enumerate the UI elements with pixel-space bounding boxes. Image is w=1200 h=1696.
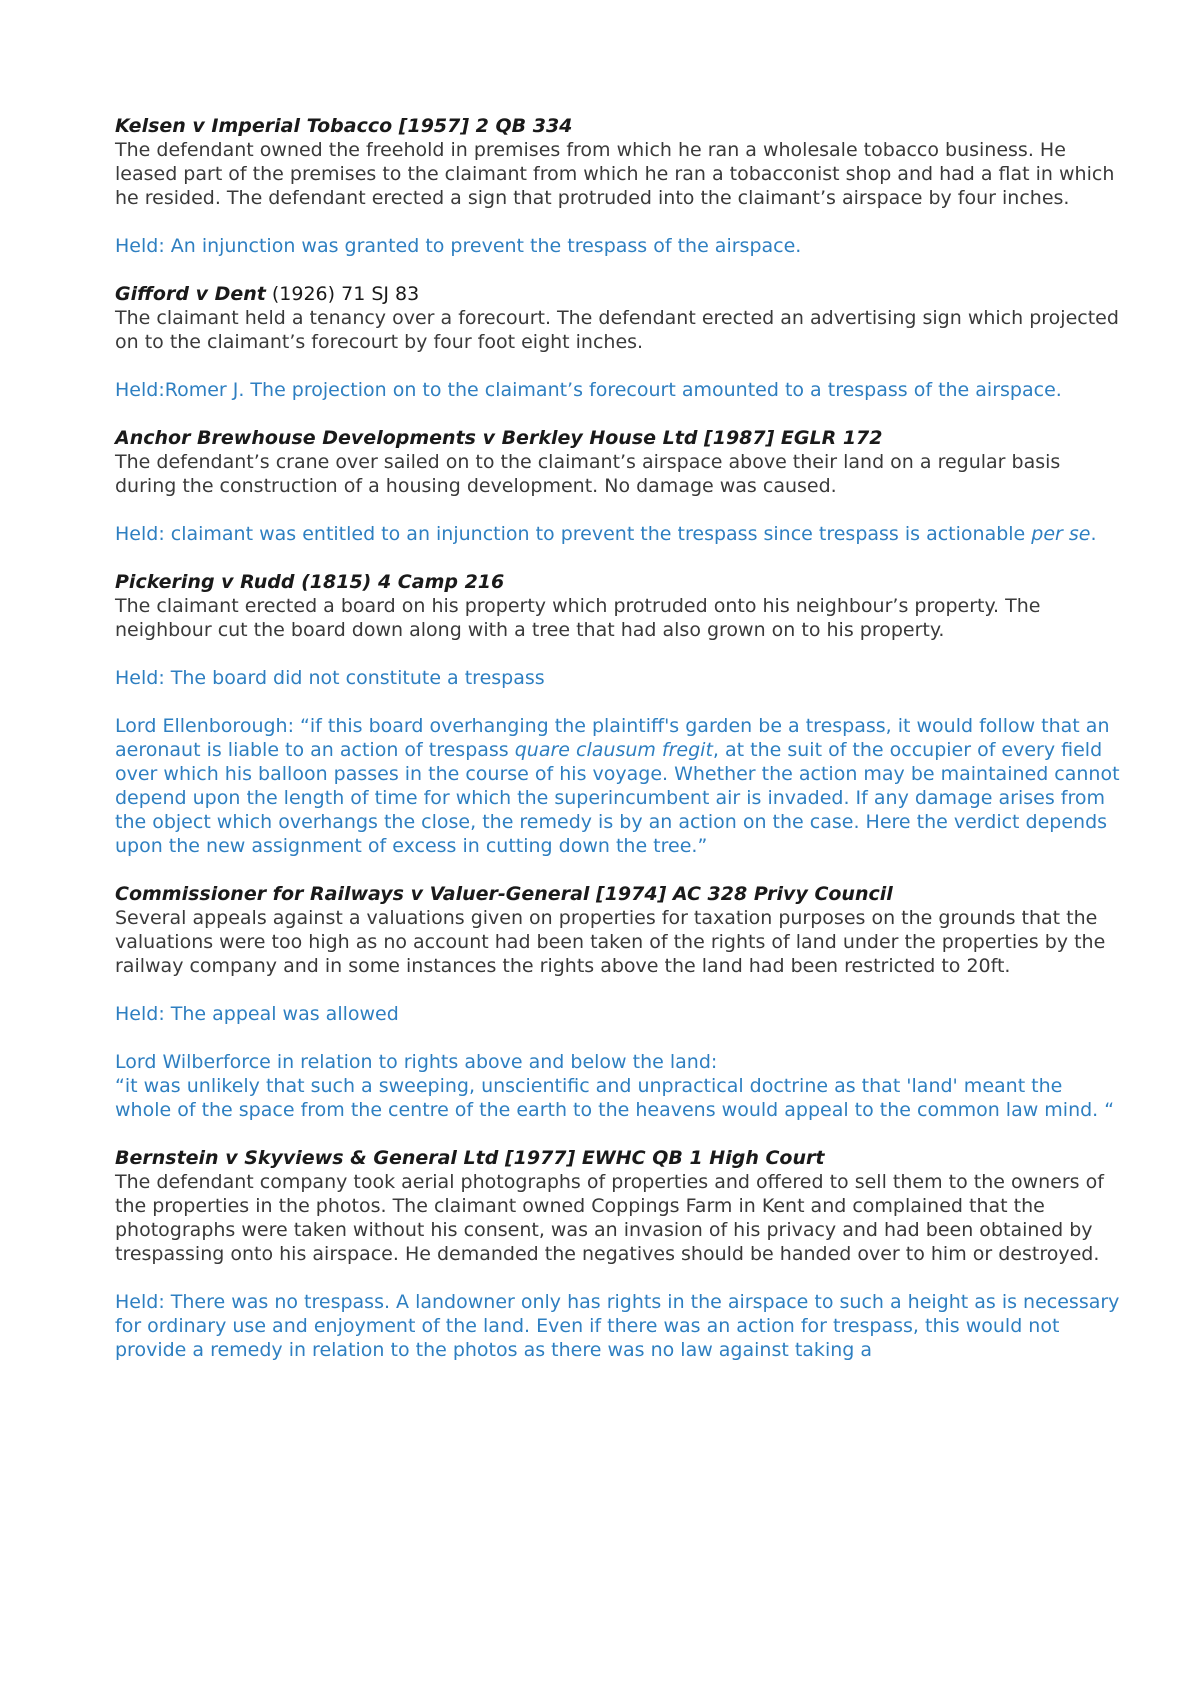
case-facts: The claimant erected a board on his property which protruded onto his neighbour’s property. The neighbour cut the board down along with a tree that had also grown on to his property. xyxy=(115,595,1041,641)
case-quote-end: , at the suit of the occupier of every field over which his balloon passes in the course of his voyage. Whether the action may be maintained cannot depend upon the length of time for which the superincumbent air is invaded. If any damage arises from the object which overhangs the close, the remedy is by an action on the case. Here the verdict depends upon the new assignment of excess in cutting down the tree.” xyxy=(115,739,1120,857)
case-held: Held: There was no trespass. A landowner only has rights in the airspace to such a height as is necessary for ordinary use and enjoyment of the land. Even if there was an action for trespass, this would not provide a remedy in relation to the photos as there was no law against taking a xyxy=(115,1291,1120,1361)
case-held: Held:Romer J. The projection on to the claimant’s forecourt amounted to a trespass of the airspace. xyxy=(115,379,1062,401)
case-kelsen xyxy=(115,114,1120,258)
case-facts: The defendant owned the freehold in premises from which he ran a wholesale tobacco business. He leased part of the premises to the claimant from which he ran a tobacconist shop and had a flat in which he resided. The defendant erected a sign that protruded into the claimant’s airspace by four inches. xyxy=(115,139,1115,209)
case-anchor-brewhouse xyxy=(115,426,1120,546)
case-quote: “it was unlikely that such a sweeping, unscientific and unpractical doctrine as that 'land' meant the whole of the space from the centre of the earth to the heavens would appeal to the common law mind. “ xyxy=(115,1075,1115,1121)
case-gifford xyxy=(115,282,1120,402)
case-title: Bernstein v Skyviews & General Ltd [1977] EWHC QB 1 High Court xyxy=(115,1147,825,1169)
case-title: Anchor Brewhouse Developments v Berkley House Ltd [1987] EGLR 172 xyxy=(115,427,883,449)
case-title: Pickering v Rudd (1815) 4 Camp 216 xyxy=(115,571,505,593)
case-title xyxy=(115,282,1120,306)
case-title: Kelsen v Imperial Tobacco [1957] 2 QB 334 xyxy=(115,115,573,137)
case-held-latin: per se xyxy=(1031,523,1091,545)
case-title-citation: (1926) 71 SJ 83 xyxy=(265,283,420,305)
case-facts: The claimant held a tenancy over a forecourt. The defendant erected an advertising sign which projected on to the claimant’s forecourt by four foot eight inches. xyxy=(115,307,1119,353)
case-quote-latin: quare clausum fregit xyxy=(514,739,713,761)
case-title-name: Gifford v Dent xyxy=(115,283,266,305)
case-pickering xyxy=(115,570,1120,858)
case-title: Commissioner for Railways v Valuer-General [1974] AC 328 Privy Council xyxy=(115,883,893,905)
case-facts: The defendant’s crane over sailed on to the claimant’s airspace above their land on a regular basis during the construction of a housing development. No damage was caused. xyxy=(115,451,1061,497)
case-quote xyxy=(115,714,1120,858)
case-held: Held: The appeal was allowed xyxy=(115,1003,399,1025)
case-bernstein xyxy=(115,1146,1120,1362)
case-held xyxy=(115,522,1120,546)
case-quote-start: Lord Ellenborough: “if this board overhanging the plaintiff's garden be a trespass, it would follow that an aeronaut is liable to an action of trespass xyxy=(115,715,1110,761)
case-held: Held: The board did not constitute a trespass xyxy=(115,667,545,689)
case-quote-intro: Lord Wilberforce in relation to rights above and below the land: xyxy=(115,1051,718,1073)
case-held-text: Held: claimant was entitled to an injunction to prevent the trespass since trespass is actionable xyxy=(115,523,1032,545)
case-facts: The defendant company took aerial photographs of properties and offered to sell them to the owners of the properties in the photos. The claimant owned Coppings Farm in Kent and complained that the photographs were taken without his consent, was an invasion of his privacy and had been obtained by trespassing onto his airspace. He demanded the negatives should be handed over to him or destroyed. xyxy=(115,1171,1104,1265)
case-commissioner-railways xyxy=(115,882,1120,1122)
case-held-end: . xyxy=(1090,523,1097,545)
case-facts: Several appeals against a valuations given on properties for taxation purposes on the grounds that the valuations were too high as no account had been taken of the rights of land under the properties by the railway company and in some instances the rights above the land had been restricted to 20ft. xyxy=(115,907,1106,977)
case-held: Held: An injunction was granted to prevent the trespass of the airspace. xyxy=(115,235,802,257)
